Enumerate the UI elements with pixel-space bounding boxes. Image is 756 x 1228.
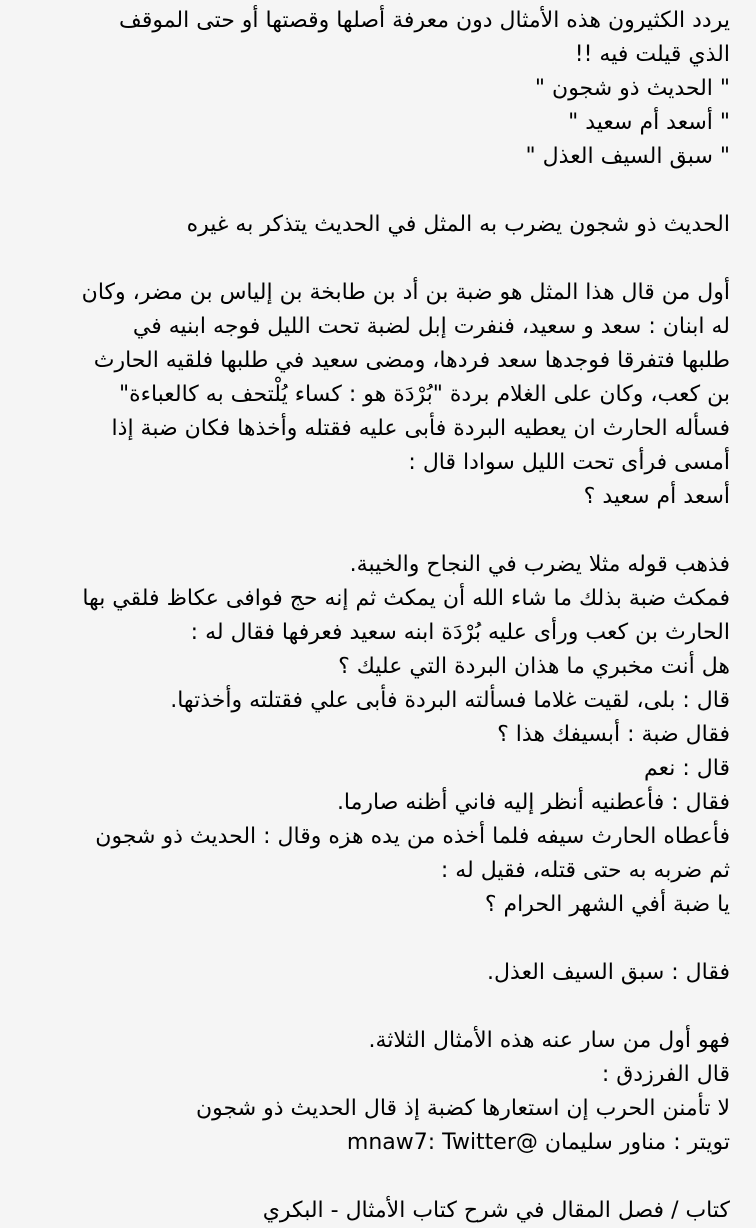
text-line-31: فهو أول من سار عنه هذه الأمثال الثلاثة.: [368, 1028, 730, 1053]
text-line-7: الحديث ذو شجون يضرب به المثل في الحديث يتذكر به غيره: [186, 212, 730, 237]
text-line-4: " أسعد أم سعيد ": [568, 110, 730, 135]
blank-line: [14, 514, 730, 548]
text-line-21: قال : بلى، لقيت غلاما فسألته البردة فأبى علي فقتلته وأخذتها.: [170, 688, 730, 713]
text-line-19: الحارث بن كعب ورأى عليه بُرْدَة ابنه سعيد فعرفها فقال له :: [190, 620, 730, 645]
text-line-2: الذي قيلت فيه !!: [574, 42, 730, 67]
text-line-11: طلبها فتفرقا فوجدها سعد فردها، ومضى سعيد في طلبها فلقيه الحارث: [93, 348, 730, 373]
text-line-1: يردد الكثيرون هذه الأمثال دون معرفة أصلها وقصتها أو حتى الموقف: [119, 8, 730, 33]
text-line-14: أمسى فرأى تحت الليل سوادا قال :: [408, 450, 730, 475]
text-line-3: " الحديث ذو شجون ": [534, 76, 730, 101]
text-line-18: فمكث ضبة بذلك ما شاء الله أن يمكث ثم إنه حج فوافى عكاظ فلقي بها: [82, 586, 730, 611]
text-line-27: يا ضبة أفي الشهر الحرام ؟: [484, 892, 730, 917]
blank-line: [14, 1160, 730, 1194]
text-line-12: بن كعب، وكان على الغلام بردة "بُرْدَة هو : كساء يُلْتحف به كالعباءة": [118, 382, 730, 407]
text-line-23: قال : نعم: [644, 756, 730, 781]
blank-line: [14, 242, 730, 276]
text-line-26: ثم ضربه به حتى قتله، فقيل له :: [440, 858, 730, 883]
text-line-10: له ابنان : سعد و سعيد، فنفرت إبل لضبة تحت الليل فوجه ابنيه في: [132, 314, 730, 339]
book-source: كتاب / فصل المقال في شرح كتاب الأمثال - البكري: [262, 1198, 730, 1223]
text-line-13: فسأله الحارث ان يعطيه البردة فأبى عليه فقتله وأخذها فكان ضبة إذا: [111, 416, 730, 441]
twitter-credit: تويتر : مناور سليمان @mnaw7: Twitter: [346, 1130, 730, 1155]
poem-line: لا تأمنن الحرب إن استعارها كضبة إذ قال الحديث ذو شجون: [195, 1096, 730, 1121]
text-line-24: فقال : فأعطنيه أنظر إليه فاني أظنه صارما.: [336, 790, 730, 815]
blank-line: [14, 990, 730, 1024]
text-line-15: أسعد أم سعيد ؟: [583, 484, 730, 509]
text-line-32: قال الفرزدق :: [601, 1062, 730, 1087]
text-line-9: أول من قال هذا المثل هو ضبة بن أد بن طابخة بن إلياس بن مضر، وكان: [81, 280, 730, 305]
text-line-29: فقال : سبق السيف العذل.: [487, 960, 730, 985]
text-line-20: هل أنت مخبري ما هذان البردة التي عليك ؟: [338, 654, 730, 679]
text-line-22: فقال ضبة : أبسيفك هذا ؟: [497, 722, 730, 747]
text-line-17: فذهب قوله مثلا يضرب في النجاح والخيبة.: [349, 552, 730, 577]
text-line-25: فأعطاه الحارث سيفه فلما أخذه من يده هزه وقال : الحديث ذو شجون: [95, 824, 730, 849]
blank-line: [14, 174, 730, 208]
blank-line: [14, 922, 730, 956]
text-line-5: " سبق السيف العذل ": [525, 144, 730, 169]
